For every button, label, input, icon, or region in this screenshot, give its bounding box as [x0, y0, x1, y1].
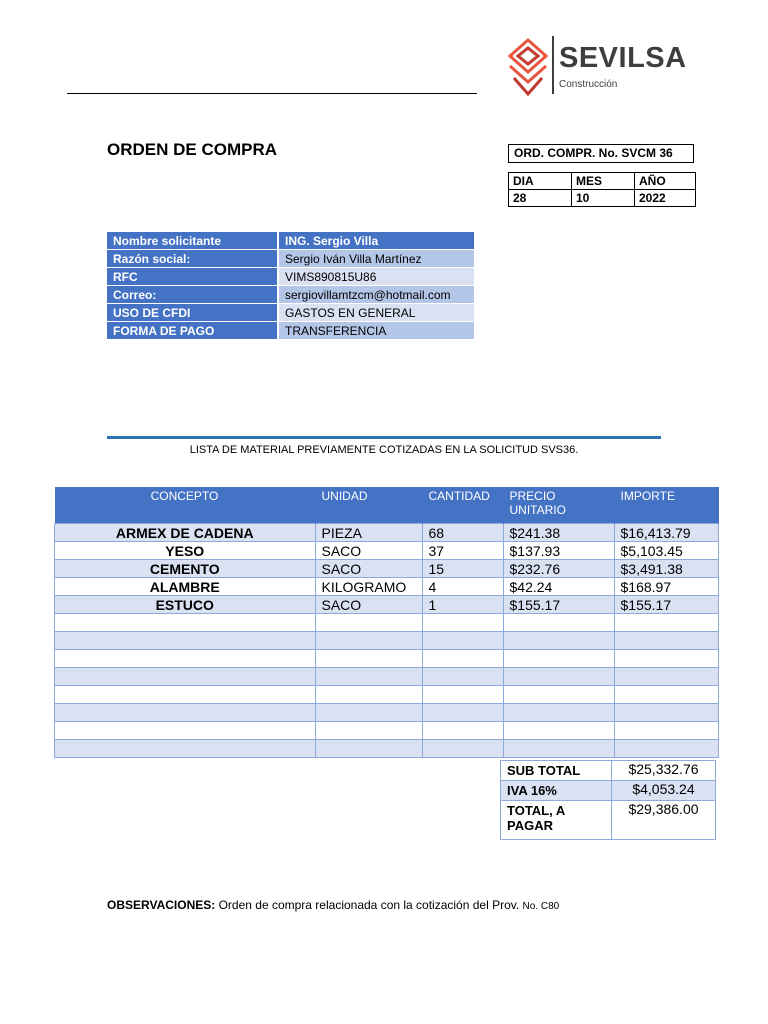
cell-concept: ALAMBRE: [55, 578, 316, 596]
info-label: RFC: [107, 268, 278, 286]
section-divider: [107, 436, 661, 439]
document-title: ORDEN DE COMPRA: [107, 140, 278, 159]
cell-amount: $16,413.79: [614, 524, 718, 542]
company-subtitle: Construcción: [559, 79, 618, 90]
empty-row: [55, 740, 719, 758]
table-row: [55, 596, 719, 614]
cell-concept: ESTUCO: [55, 596, 316, 614]
observations-suffix: No. C80: [522, 901, 560, 912]
info-value: GASTOS EN GENERAL: [278, 304, 474, 322]
subtotal-value: $25,332.76: [612, 761, 716, 781]
info-value: VIMS890815U86: [278, 268, 474, 286]
cell-unit-price: $155.17: [503, 596, 614, 614]
observations-text: Orden de compra relacionada con la cotización del Prov.: [218, 898, 520, 912]
empty-row: [55, 722, 719, 740]
cell-quantity: 4: [422, 578, 503, 596]
col-header-unit: UNIDAD: [315, 487, 422, 524]
total-value: $29,386.00: [612, 801, 716, 840]
total-label: TOTAL, A PAGAR: [501, 801, 612, 840]
cell-unit: PIEZA: [315, 524, 422, 542]
cell-quantity: 15: [422, 560, 503, 578]
col-header-concept: CONCEPTO: [55, 487, 316, 524]
cell-amount: $3,491.38: [614, 560, 718, 578]
empty-row: [55, 704, 719, 722]
cell-unit: SACO: [315, 560, 422, 578]
empty-row: [55, 650, 719, 668]
iva-value: $4,053.24: [612, 781, 716, 801]
info-label: Nombre solicitante: [107, 232, 278, 250]
cell-concept: CEMENTO: [55, 560, 316, 578]
col-header-quantity: CANTIDAD: [422, 487, 503, 524]
logo-divider: [552, 36, 554, 94]
cell-quantity: 37: [422, 542, 503, 560]
info-label: Correo:: [107, 286, 278, 304]
info-value: sergiovillamtzcm@hotmail.com: [278, 286, 474, 304]
iva-label: IVA 16%: [501, 781, 612, 801]
material-list-title: LISTA DE MATERIAL PREVIAMENTE COTIZADAS EN LA SOLICITUD SVS36.: [189, 444, 579, 456]
date-year: 2022: [635, 190, 696, 207]
subtotal-label: SUB TOTAL: [501, 761, 612, 781]
date-month: 10: [572, 190, 635, 207]
table-row: [55, 524, 719, 542]
empty-row: [55, 686, 719, 704]
cell-quantity: 68: [422, 524, 503, 542]
empty-row: [55, 668, 719, 686]
cell-unit: SACO: [315, 596, 422, 614]
date-table: [508, 172, 696, 207]
empty-row: [55, 632, 719, 650]
header-rule: [67, 93, 477, 94]
date-header-year: AÑO: [635, 173, 696, 190]
info-label: Razón social:: [107, 250, 278, 268]
requester-info-table: [107, 232, 474, 340]
cell-quantity: 1: [422, 596, 503, 614]
cell-concept: ARMEX DE CADENA: [55, 524, 316, 542]
info-value: ING. Sergio Villa: [278, 232, 474, 250]
info-label: FORMA DE PAGO: [107, 322, 278, 340]
cell-amount: $155.17: [614, 596, 718, 614]
table-row: [55, 560, 719, 578]
col-header-amount: IMPORTE: [614, 487, 718, 524]
order-number: ORD. COMPR. No. SVCM 36: [508, 144, 694, 163]
materials-table: [54, 487, 719, 758]
cell-unit-price: $137.93: [503, 542, 614, 560]
cell-unit-price: $232.76: [503, 560, 614, 578]
cell-amount: $168.97: [614, 578, 718, 596]
info-label: USO DE CFDI: [107, 304, 278, 322]
cell-concept: YESO: [55, 542, 316, 560]
cell-unit: SACO: [315, 542, 422, 560]
date-header-month: MES: [572, 173, 635, 190]
table-row: [55, 542, 719, 560]
table-row: [55, 578, 719, 596]
date-day: 28: [509, 190, 572, 207]
observations-label: OBSERVACIONES:: [107, 898, 216, 912]
cell-unit: KILOGRAMO: [315, 578, 422, 596]
empty-row: [55, 614, 719, 632]
info-value: Sergio Iván Villa Martínez: [278, 250, 474, 268]
observations: [107, 898, 559, 912]
totals-table: [500, 760, 716, 840]
info-value: TRANSFERENCIA: [278, 322, 474, 340]
col-header-unit-price: PRECIO UNITARIO: [503, 487, 614, 524]
date-header-day: DIA: [509, 173, 572, 190]
cell-amount: $5,103.45: [614, 542, 718, 560]
sevilsa-logo-icon: [508, 38, 548, 98]
cell-unit-price: $42.24: [503, 578, 614, 596]
cell-unit-price: $241.38: [503, 524, 614, 542]
company-name: SEVILSA: [559, 42, 687, 74]
